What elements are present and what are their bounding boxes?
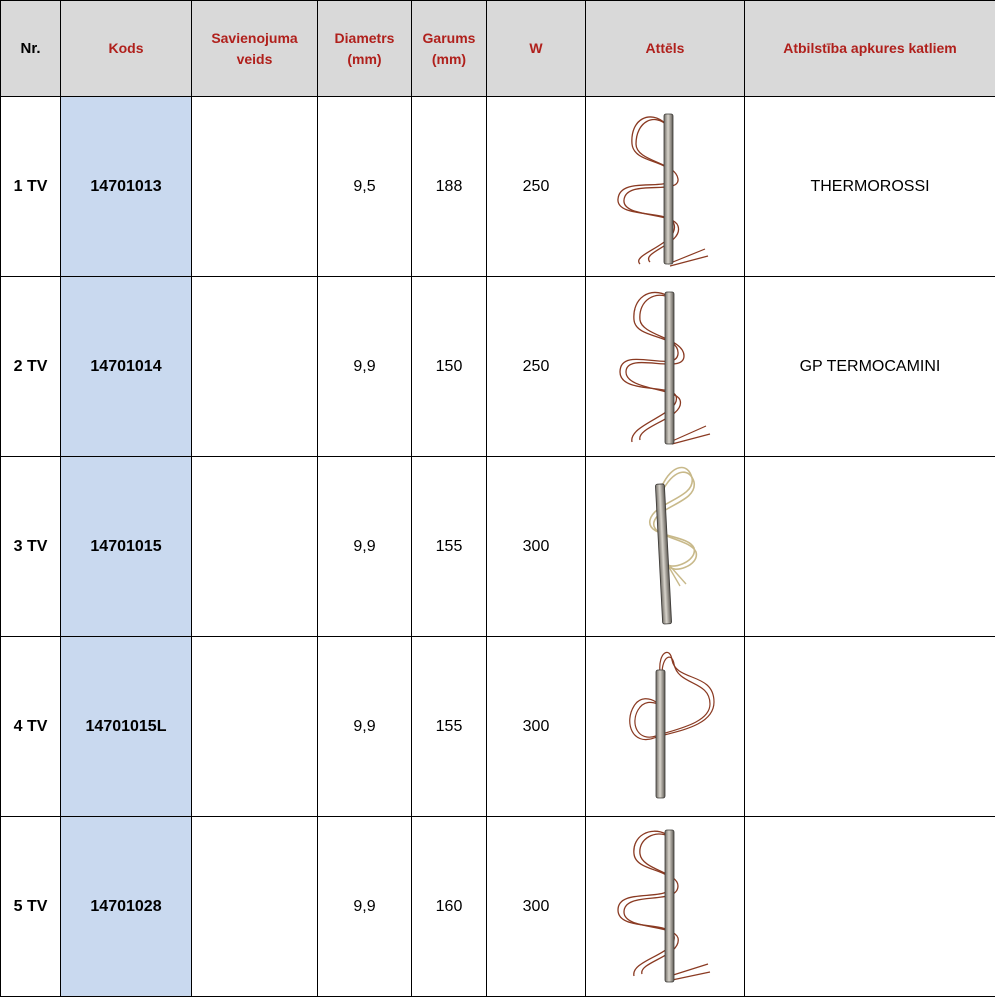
cell-attels	[586, 277, 745, 457]
heating-element-photo	[610, 104, 720, 269]
col-header-garums	[412, 1, 487, 97]
cell-nr: 5 TV	[1, 817, 61, 997]
heating-element-photo	[610, 642, 720, 812]
col-header-garums-line2: (mm)	[431, 50, 467, 67]
cell-w: 250	[487, 277, 586, 457]
cell-savienojums	[192, 817, 318, 997]
cell-attels	[586, 97, 745, 277]
header-row	[1, 1, 995, 97]
cell-attels	[586, 457, 745, 637]
cell-kods: 14701015	[61, 457, 192, 637]
col-header-atbilstiba: Atbilstība apkures katliem	[745, 1, 995, 97]
table-row	[1, 277, 995, 457]
cell-kods: 14701015L	[61, 637, 192, 817]
col-header-kods: Kods	[61, 1, 192, 97]
cell-w: 300	[487, 637, 586, 817]
cell-diametrs: 9,9	[318, 457, 412, 637]
cell-nr: 3 TV	[1, 457, 61, 637]
col-header-garums-line1: Garums	[422, 29, 476, 46]
cell-atbilstiba	[745, 457, 995, 637]
col-header-diametrs	[318, 1, 412, 97]
table-row	[1, 97, 995, 277]
cell-nr: 4 TV	[1, 637, 61, 817]
table-row	[1, 817, 995, 997]
cell-atbilstiba	[745, 817, 995, 997]
cell-atbilstiba: THERMOROSSI	[745, 97, 995, 277]
cell-kods: 14701028	[61, 817, 192, 997]
cell-kods: 14701013	[61, 97, 192, 277]
col-header-nr: Nr.	[1, 1, 61, 97]
cell-attels	[586, 637, 745, 817]
cell-garums: 150	[412, 277, 487, 457]
cell-diametrs: 9,9	[318, 817, 412, 997]
cell-w: 300	[487, 817, 586, 997]
cell-diametrs: 9,5	[318, 97, 412, 277]
cell-w: 300	[487, 457, 586, 637]
cell-attels	[586, 817, 745, 997]
heating-element-photo	[610, 284, 720, 449]
cell-savienojums	[192, 277, 318, 457]
cell-diametrs: 9,9	[318, 637, 412, 817]
cell-kods: 14701014	[61, 277, 192, 457]
cell-nr: 2 TV	[1, 277, 61, 457]
col-header-attels: Attēls	[586, 1, 745, 97]
cell-savienojums	[192, 457, 318, 637]
cell-garums: 155	[412, 457, 487, 637]
col-header-diametrs-line1: Diametrs	[334, 29, 395, 46]
col-header-w: W	[487, 1, 586, 97]
col-header-savienojums	[192, 1, 318, 97]
heating-element-photo	[610, 462, 720, 632]
col-header-diametrs-line2: (mm)	[347, 50, 382, 67]
cell-diametrs: 9,9	[318, 277, 412, 457]
table-row	[1, 457, 995, 637]
cell-atbilstiba: GP TERMOCAMINI	[745, 277, 995, 457]
cell-garums: 188	[412, 97, 487, 277]
cell-savienojums	[192, 97, 318, 277]
cell-garums: 160	[412, 817, 487, 997]
table-row	[1, 637, 995, 817]
cell-nr: 1 TV	[1, 97, 61, 277]
heating-element-photo	[610, 824, 720, 989]
col-header-savienojums-line1: Savienojuma	[211, 29, 298, 46]
cell-savienojums	[192, 637, 318, 817]
cell-w: 250	[487, 97, 586, 277]
cell-atbilstiba	[745, 637, 995, 817]
col-header-savienojums-line2: veids	[236, 50, 273, 67]
cell-garums: 155	[412, 637, 487, 817]
